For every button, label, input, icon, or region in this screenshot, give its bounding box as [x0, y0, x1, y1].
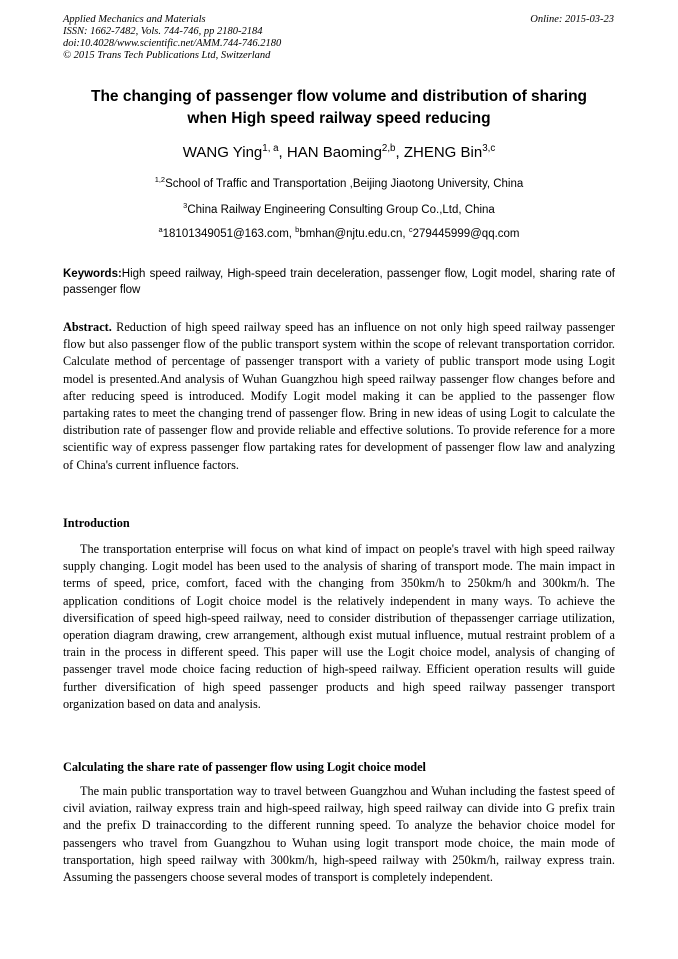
- doi-line: doi:10.4028/www.scientific.net/AMM.744-746.2180: [63, 38, 282, 49]
- keywords-text: High speed railway, High-speed train deceleration, passenger flow, Logit model, sharing rate of passenger flow: [63, 268, 615, 296]
- issn-line: ISSN: 1662-7482, Vols. 744-746, pp 2180-2184: [63, 26, 263, 37]
- abstract-label: Abstract.: [63, 320, 112, 334]
- affiliation-sup: 1,2: [154, 175, 166, 185]
- author-name: HAN Baoming: [286, 144, 382, 161]
- author-list: [63, 143, 615, 163]
- email-address[interactable]: 18101349051@163.com,: [162, 228, 296, 240]
- keywords-block: [63, 266, 615, 298]
- email-address[interactable]: bmhan@njtu.edu.cn,: [299, 228, 409, 240]
- introduction-heading: Introduction: [63, 516, 130, 530]
- affiliation-text: China Railway Engineering Consulting Group Co.,Ltd, China: [187, 204, 495, 216]
- logit-section-paragraph: The main public transportation way to travel between Guangzhou and Wuhan including the fastest speed of civil aviation, railway express train and high-speed railway, high speed railway can divide into G prefix train and the prefix D trainaccording to the different running speed. To analyze the behavior choice model for passengers who travel from Guangzhou to Wuhan using logit transport mode choice, the main mode of transportation, high speed railway with 300km/h, high-speed railway with 250km/h, railway express train. Assuming the passengers choose several modes of transport is completely independent.: [63, 784, 615, 885]
- email-address[interactable]: 279445999@qq.com: [412, 228, 520, 240]
- author-sup: 3,c: [482, 143, 496, 154]
- author-separator: ,: [278, 144, 287, 161]
- author-sup: 2,b: [381, 143, 396, 154]
- author-separator: ,: [395, 144, 404, 161]
- email-line: [63, 226, 615, 242]
- email-sup: a: [158, 225, 163, 235]
- email-sup: c: [408, 225, 413, 235]
- online-date: Online: 2015-03-23: [530, 14, 614, 25]
- title-line-1: The changing of passenger flow volume and distribution of sharing: [90, 88, 588, 105]
- affiliation-2: [63, 202, 615, 218]
- author-name: WANG Ying: [182, 144, 263, 161]
- journal-name: Applied Mechanics and Materials: [63, 14, 206, 25]
- email-sup: b: [295, 225, 300, 235]
- title-line-2: when High speed railway speed reducing: [187, 110, 491, 127]
- author-sup: 1, a: [262, 143, 279, 154]
- affiliation-sup: 3: [183, 201, 188, 211]
- author-name: ZHENG Bin: [403, 144, 483, 161]
- keywords-label: Keywords:: [63, 268, 122, 280]
- abstract-text: Reduction of high speed railway speed has an influence on not only high speed railway passenger flow but also passenger flow of the public transport system within the scope of relevant transportation corridor. Calculate method of percentage of passenger transport with a variety of public transport mode using Logit model is presented.And analysis of Wuhan Guangzhou high speed railway passenger flow changes before and after reducing speed is introduced. Modify Logit model making it can be applied to the passenger flow partaking rates to meet the changing trend of passenger flow. Bring in new ideas of using Logit to calculate the distribution rate of passenger flow and provide reliable and effective solutions. To provide reference for a more scientific way of express passenger flow partaking rates for development of passenger flow law and analyzing of China's current influence factors.: [63, 320, 615, 472]
- abstract-block: [63, 319, 615, 474]
- copyright-line: © 2015 Trans Tech Publications Ltd, Switzerland: [63, 50, 271, 61]
- affiliation-1: [63, 176, 615, 192]
- affiliation-text: School of Traffic and Transportation ,Beijing Jiaotong University, China: [165, 178, 524, 190]
- paper-title: [63, 86, 615, 130]
- journal-header: [63, 14, 281, 62]
- introduction-paragraph: The transportation enterprise will focus on what kind of impact on people's travel with high speed railway supply changing. Logit model has been used to the analysis of sharing of transport mode. The main impact in terms of speed, price, comfort, faced with the changing from 350km/h to 250km/h and 300km/h. The application conditions of Logit choice model is the relatively independent in many ways. To achieve the diversification of speed high-speed railway, need to consider distribution of thepassenger carriage utilization, operation diagram drawing, crew arrangement, although exist mutual influence, mutual restraint problem of a train in the process in different speed. This paper will use the Logit choice model, analysis of changing of passenger travel mode choice facing reduction of high-speed railway. Efficient operation results will guide further diversification of high speed passenger products and high speed railway passenger transport organization based on data and analysis.: [63, 542, 615, 711]
- logit-section-heading: Calculating the share rate of passenger flow using Logit choice model: [63, 760, 426, 774]
